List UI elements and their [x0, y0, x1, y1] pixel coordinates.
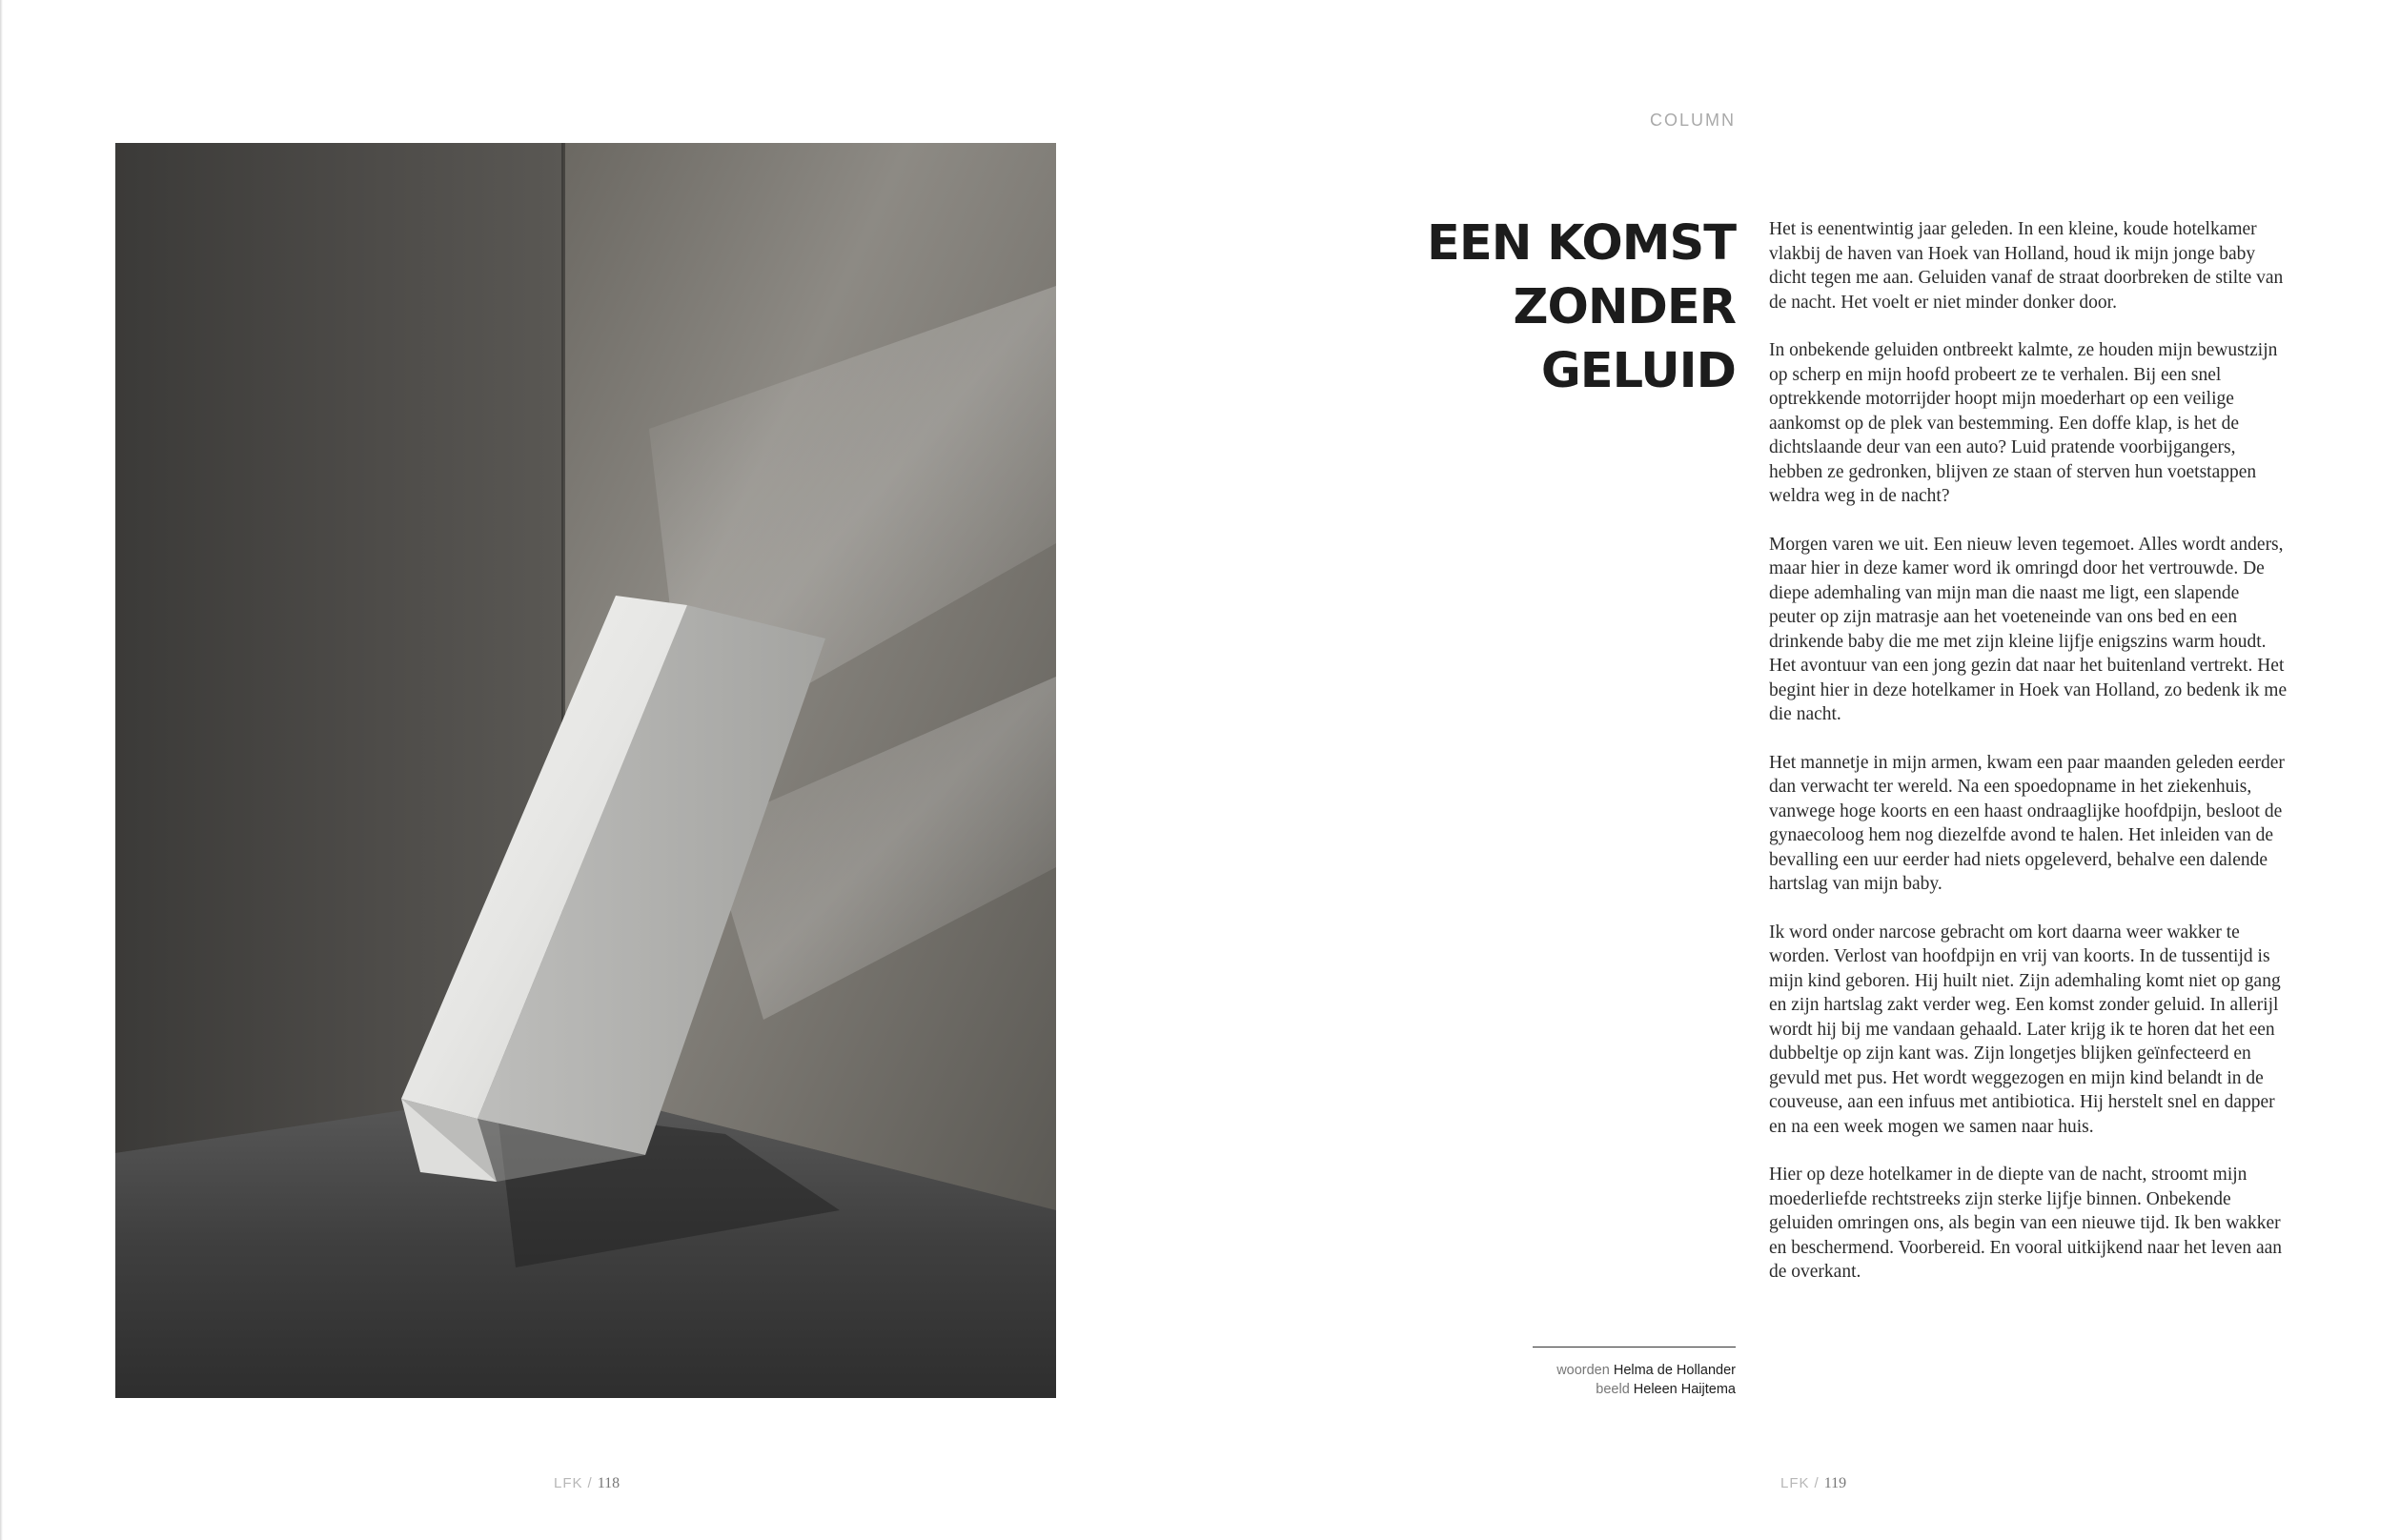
headline-line-3: GELUID	[1540, 343, 1736, 399]
credit-image-label: beeld	[1596, 1382, 1630, 1397]
page-number: 119	[1823, 1475, 1847, 1491]
paragraph-4: Het mannetje in mijn armen, kwam een paar maanden geleden eerder dan verwacht ter wereld. Na een spoedopname in het ziekenhuis, vanwege hoge koorts en een haast ondraaglijke hoofdpijn, besloot de gynaecoloog hem nog diezelfde avond te halen. Het inleiden van de bevalling een uur eerder had niets opgeleverd, behalve een dalende hartslag van mijn baby.	[1769, 752, 2285, 894]
paragraph-6: Hier op deze hotelkamer in de diepte van de nacht, stroomt mijn moederliefde rechtstreeks zijn sterke lijfje binnen. Onbekende geluiden omringen ons, als begin van een nieuwe tijd. Ik ben wakker en beschermend. Voorbereid. En vooral uitkijkend naar het leven aan de overkant.	[1769, 1165, 2283, 1282]
page-folio-right	[1780, 1475, 1846, 1492]
headline-line-2: ZONDER	[1513, 279, 1736, 335]
paragraph-2: In onbekende geluiden ontbreekt kalmte, ze houden mijn bewustzijn op scherp en mijn hoofd probeert ze te verhalen. Bij een snel optrekkende motorrijder hoopt mijn moederhart op een veilige aankomst op de plek van bestemming. Een doffe klap, is het de dichtslaande deur van een auto? Luid pratende voorbijgangers, hebben ze gedronken, blijven ze staan of sterven hun voetstappen weldra weg in de nacht?	[1769, 340, 2278, 506]
white-block-photo-icon	[115, 143, 1056, 1398]
credit-words-label: woorden	[1556, 1363, 1610, 1378]
article-credits	[1556, 1361, 1736, 1399]
credits-divider	[1533, 1347, 1736, 1348]
page-number: 118	[597, 1475, 620, 1491]
credit-words-name: Helma de Hollander	[1613, 1363, 1736, 1378]
credit-image-name: Heleen Haijtema	[1633, 1382, 1736, 1397]
article-body	[1769, 217, 2288, 1308]
paragraph-5: Ik word onder narcose gebracht om kort daarna weer wakker te worden. Verlost van hoofdpijn en vrij van koorts. In de tussentijd is mijn kind geboren. Hij huilt niet. Zijn ademhaling komt niet op gang en zijn hartslag zakt verder weg. Een komst zonder geluid. In allerijl wordt hij bij me vandaan gehaald. Later krijg ik te horen dat het een dubbeltje op zijn kant was. Zijn longetjes blijken geïnfecteerd en gevuld met pus. Het wordt weggezogen en mijn kind belandt in de couveuse, aan een infuus met antibiotica. Hij herstelt snel en dapper en na een week mogen we samen naar huis.	[1769, 922, 2281, 1137]
column-photo	[115, 143, 1056, 1398]
folio-separator: /	[1814, 1475, 1820, 1491]
section-label: COLUMN	[1649, 111, 1736, 130]
headline-line-1: EEN KOMST	[1427, 215, 1736, 272]
paragraph-1: Het is eenentwintig jaar geleden. In een kleine, koude hotelkamer vlakbij de haven van Hoek van Holland, houd ik mijn jonge baby dicht tegen me aan. Geluiden vanaf de straat doorbreken de stilte van de nacht. Het voelt er niet minder donker door.	[1769, 219, 2284, 313]
magazine-name: LFK	[554, 1475, 583, 1491]
paragraph-3: Morgen varen we uit. Een nieuw leven tegemoet. Alles wordt anders, maar hier in deze kamer word ik omringd door het vertrouwde. De diepe ademhaling van mijn man die naast me ligt, een slapende peuter op zijn matrasje aan het voeteneinde van ons bed en een drinkende baby die me met zijn kleine lijfje enigszins warm houdt. Het avontuur van een jong gezin dat naar het buitenland vertrekt. Het begint hier in deze hotelkamer in Hoek van Holland, zo bedenk ik me die nacht.	[1769, 534, 2288, 724]
magazine-name: LFK	[1780, 1475, 1810, 1491]
article-headline	[1335, 212, 1736, 403]
credit-words	[1556, 1361, 1736, 1380]
page-folio-left	[554, 1475, 620, 1492]
folio-separator: /	[587, 1475, 593, 1491]
page-edge	[0, 0, 3, 1540]
credit-image	[1556, 1380, 1736, 1399]
